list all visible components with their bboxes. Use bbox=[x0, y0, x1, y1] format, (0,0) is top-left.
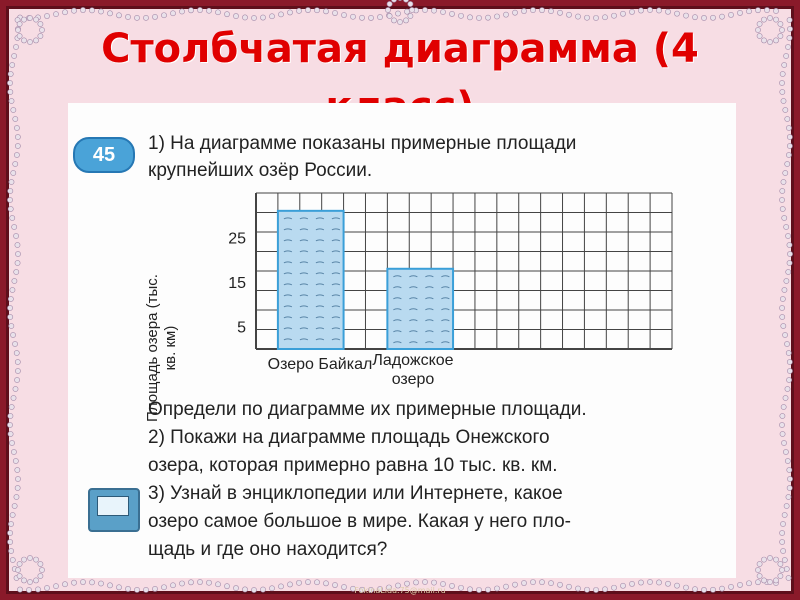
footer-email: FokinaLida.75@mail.ru bbox=[354, 586, 446, 595]
task-1-line-2: крупнейших озёр России. bbox=[148, 160, 373, 181]
task-3-line-3: щадь и где оно находится? bbox=[148, 539, 388, 560]
exercise-number-badge: 45 bbox=[73, 137, 135, 173]
textbook-page bbox=[68, 103, 736, 578]
y-tick-label: 15 bbox=[228, 275, 246, 293]
task-1-line-1: 1) На диаграмме показаны примерные площади bbox=[148, 133, 577, 154]
computer-icon bbox=[88, 488, 140, 532]
task-1-line-3: Определи по диаграмме их примерные площади. bbox=[148, 399, 587, 420]
task-2-line-2: озера, которая примерно равна 10 тыс. кв. км. bbox=[148, 455, 558, 476]
y-axis-label: Площадь озера (тыс. кв. км) bbox=[144, 274, 179, 422]
slide-title: Столбчатая диаграмма (4 bbox=[101, 26, 699, 72]
category-label-ladoga: Ладожское озеро bbox=[372, 352, 454, 388]
category-label-baikal: Озеро Байкал bbox=[267, 356, 373, 373]
task-2-line-1: 2) Покажи на диаграмме площадь Онежского bbox=[148, 427, 550, 448]
task-3-line-2: озеро самое большое в мире. Какая у него пло- bbox=[148, 511, 571, 532]
y-tick-label: 5 bbox=[237, 319, 246, 337]
task-3-line-1: 3) Узнай в энциклопедии или Интернете, какое bbox=[148, 483, 563, 504]
y-tick-label: 25 bbox=[228, 230, 246, 248]
